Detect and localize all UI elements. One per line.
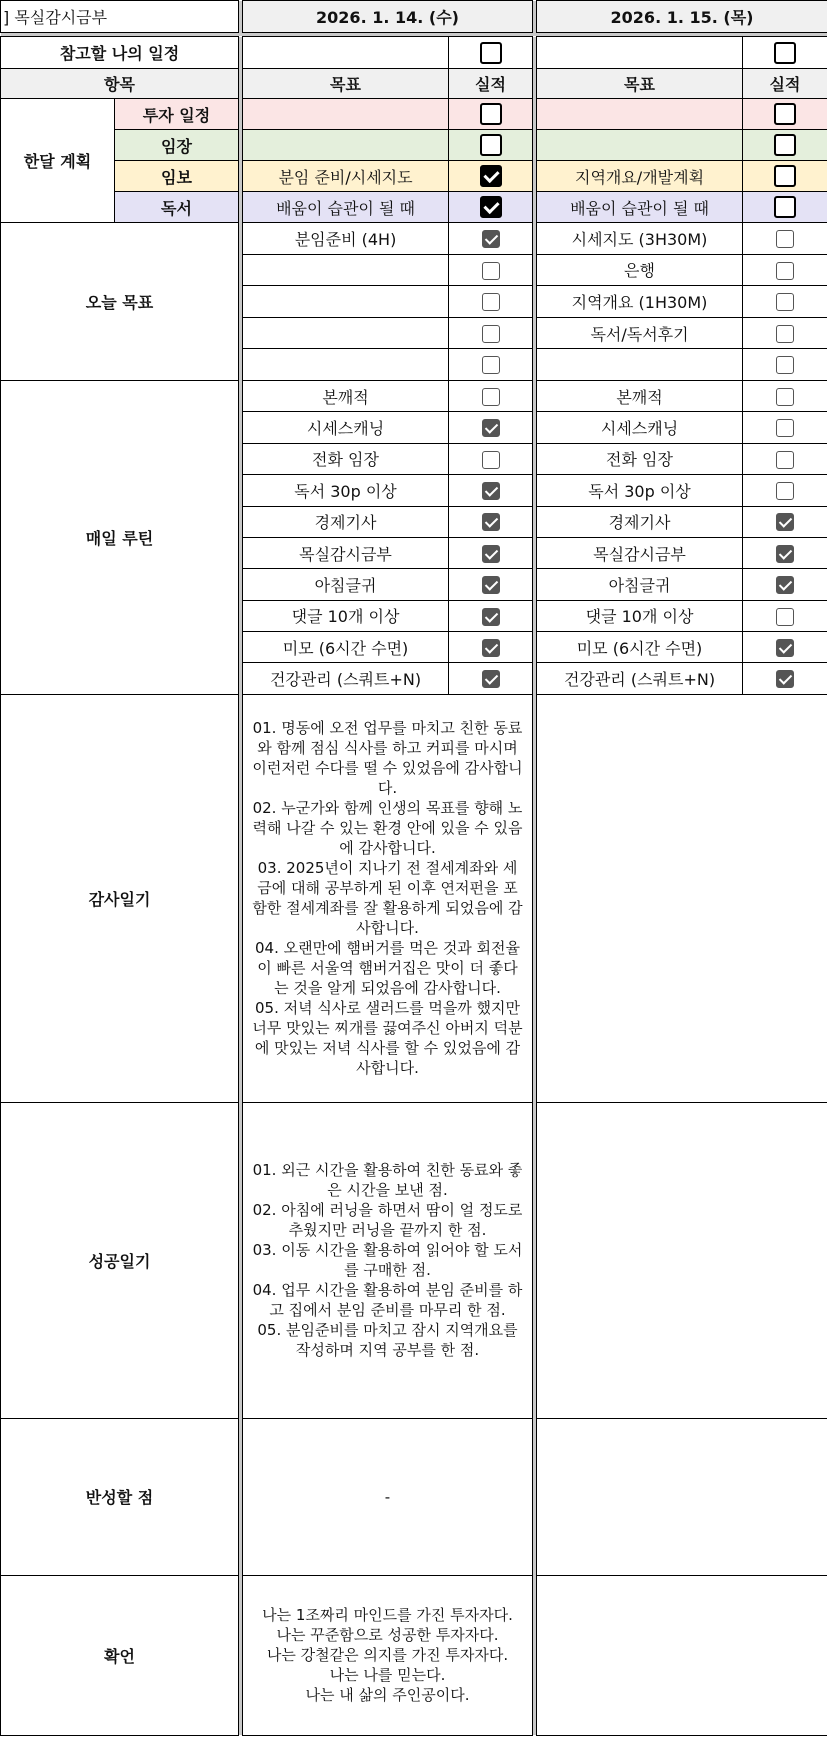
today-check-day2[interactable]: [743, 254, 827, 286]
monthly-goal-day1: 배움이 습관이 될 때: [243, 192, 449, 223]
checkbox[interactable]: [482, 356, 500, 374]
success-text: 01. 외근 시간을 활용하여 친한 동료와 좋은 시간을 보낸 점. 02. 아침에 러닝을 하면서 땀이 얼 정도로 추웠지만 러닝을 끝까지 한 점. 03. 이동 시간을 활용하여 읽어야 할 도서를 구매한 점. 04. 업무 시간을 활용하여 분임 준비를 하고 집에서 분임 준비를 마무리 한 점. 05. 분임준비를 마치고 잠시 지역개요를 작성하며 지역 공부를 한 점.: [243, 1102, 533, 1418]
checkbox[interactable]: [776, 293, 794, 311]
checkbox[interactable]: [776, 608, 794, 626]
today-goal-day2: 독서/독서후기: [537, 317, 743, 349]
monthly-check-day2[interactable]: [743, 192, 827, 223]
checkbox[interactable]: [480, 42, 502, 64]
affirm-label: 확언: [1, 1575, 239, 1735]
today-check-day1[interactable]: [449, 223, 533, 255]
routine-check-day1[interactable]: [449, 537, 533, 568]
checkbox[interactable]: [774, 42, 796, 64]
schedule-check-day1[interactable]: [449, 37, 533, 69]
routine-check-day1[interactable]: [449, 663, 533, 694]
routine-check-day2[interactable]: [743, 380, 827, 411]
gratitude-text-day2: [537, 694, 827, 1102]
checkbox[interactable]: [776, 419, 794, 437]
routine-check-day2[interactable]: [743, 663, 827, 694]
routine-check-day1[interactable]: [449, 380, 533, 411]
routine-goal-day1: 미모 (6시간 수면): [243, 632, 449, 663]
checkbox[interactable]: [776, 576, 794, 594]
checkbox[interactable]: [482, 325, 500, 343]
routine-check-day2[interactable]: [743, 475, 827, 506]
routine-goal-day2: 본깨적: [537, 380, 743, 411]
today-check-day2[interactable]: [743, 349, 827, 381]
checkbox[interactable]: [776, 639, 794, 657]
routine-check-day1[interactable]: [449, 569, 533, 600]
goal-header-1: 목표: [243, 69, 449, 99]
routine-goal-day1: 경제기사: [243, 506, 449, 537]
today-label: 오늘 목표: [1, 223, 239, 381]
checkbox[interactable]: [482, 639, 500, 657]
affirm-text: 나는 1조짜리 마인드를 가진 투자자다. 나는 꾸준함으로 성공한 투자자다. 나는 강철같은 의지를 가진 투자자다. 나는 나를 믿는다. 나는 내 삶의 주인공이다.: [243, 1575, 533, 1735]
today-goal-day1: [243, 254, 449, 286]
today-check-day1[interactable]: [449, 286, 533, 318]
checkbox[interactable]: [776, 356, 794, 374]
checkbox[interactable]: [776, 670, 794, 688]
routine-goal-day1: 독서 30p 이상: [243, 475, 449, 506]
routine-goal-day1: 건강관리 (스쿼트+N): [243, 663, 449, 694]
checkbox[interactable]: [776, 545, 794, 563]
routine-check-day2[interactable]: [743, 506, 827, 537]
today-goal-day1: [243, 317, 449, 349]
checkbox[interactable]: [774, 196, 796, 218]
routine-check-day2[interactable]: [743, 569, 827, 600]
routine-goal-day2: 미모 (6시간 수면): [537, 632, 743, 663]
monthly-check-day2[interactable]: [743, 99, 827, 130]
checkbox[interactable]: [776, 513, 794, 531]
routine-goal-day2: 건강관리 (스쿼트+N): [537, 663, 743, 694]
page-title: ] 목실감시금부: [1, 1, 239, 33]
routine-goal-day1: 전화 임장: [243, 443, 449, 474]
checkbox[interactable]: [482, 230, 500, 248]
routine-goal-day2: 아침글귀: [537, 569, 743, 600]
monthly-goal-day1: [243, 130, 449, 161]
date-header-1: 2026. 1. 14. (수): [243, 1, 533, 33]
routine-goal-day1: 시세스캐닝: [243, 412, 449, 443]
routine-goal-day1: 댓글 10개 이상: [243, 600, 449, 631]
checkbox[interactable]: [774, 134, 796, 156]
routine-check-day2[interactable]: [743, 600, 827, 631]
reflect-text-day2: [537, 1418, 827, 1575]
routine-check-day2[interactable]: [743, 443, 827, 474]
affirm-text-day2: [537, 1575, 827, 1735]
monthly-goal-day1: [243, 99, 449, 130]
checkbox[interactable]: [482, 608, 500, 626]
gratitude-label: 감사일기: [1, 694, 239, 1102]
checkbox[interactable]: [480, 165, 502, 187]
checkbox[interactable]: [774, 103, 796, 125]
monthly-category: 투자 일정: [115, 99, 239, 130]
monthly-goal-day2: [537, 130, 743, 161]
checkbox[interactable]: [482, 670, 500, 688]
routine-check-day1[interactable]: [449, 475, 533, 506]
routine-check-day1[interactable]: [449, 443, 533, 474]
gratitude-text: 01. 명동에 오전 업무를 마치고 친한 동료와 함께 점심 식사를 하고 커피를 마시며 이런저런 수다를 떨 수 있었음에 감사합니다. 02. 누군가와 함께 인생의 목표를 향해 노력해 나갈 수 있는 환경 안에 있을 수 있음에 감사합니다. 03. 2025년이 지나기 전 절세계좌와 세금에 대해 공부하게 된 이후 연저펀을 포함한 절세계좌를 잘 활용하게 되었음에 감사합니다. 04. 오랜만에 햄버거를 먹은 것과 회전율이 빠른 서울역 햄버거집은 맛이 더 좋다는 것을 알게 되었음에 감사합니다. 05. 저녁 식사로 샐러드를 먹을까 했지만 너무 맛있는 찌개를 끓여주신 아버지 덕분에 맛있는 저녁 식사를 할 수 있었음에 감사합니다.: [243, 694, 533, 1102]
routine-check-day2[interactable]: [743, 412, 827, 443]
routine-goal-day1: 아침글귀: [243, 569, 449, 600]
today-check-day2[interactable]: [743, 317, 827, 349]
checkbox[interactable]: [482, 576, 500, 594]
goal-header-2: 목표: [537, 69, 743, 99]
today-goal-day2: [537, 349, 743, 381]
checkbox[interactable]: [482, 513, 500, 531]
schedule-label: 참고할 나의 일정: [1, 37, 239, 69]
checkbox[interactable]: [776, 482, 794, 500]
monthly-check-day1[interactable]: [449, 192, 533, 223]
today-goal-day1: 분임준비 (4H): [243, 223, 449, 255]
today-check-day1[interactable]: [449, 317, 533, 349]
routine-goal-day2: 경제기사: [537, 506, 743, 537]
monthly-category: 임장: [115, 130, 239, 161]
checkbox[interactable]: [482, 451, 500, 469]
result-header-2: 실적: [743, 69, 827, 99]
schedule-day2: [537, 37, 743, 69]
checkbox[interactable]: [482, 388, 500, 406]
routine-goal-day2: 독서 30p 이상: [537, 475, 743, 506]
today-goal-day2: 지역개요 (1H30M): [537, 286, 743, 318]
checkbox[interactable]: [776, 325, 794, 343]
success-text-day2: [537, 1102, 827, 1418]
today-check-day1[interactable]: [449, 349, 533, 381]
routine-goal-day2: 목실감시금부: [537, 537, 743, 568]
checkbox[interactable]: [480, 103, 502, 125]
monthly-goal-day2: 배움이 습관이 될 때: [537, 192, 743, 223]
today-goal-day2: 시세지도 (3H30M): [537, 223, 743, 255]
monthly-category: 독서: [115, 192, 239, 223]
routine-goal-day1: 본깨적: [243, 380, 449, 411]
schedule-day1: [243, 37, 449, 69]
reflect-label: 반성할 점: [1, 1418, 239, 1575]
checkbox[interactable]: [776, 451, 794, 469]
today-goal-day2: 은행: [537, 254, 743, 286]
today-goal-day1: [243, 349, 449, 381]
routine-check-day1[interactable]: [449, 632, 533, 663]
routine-label: 매일 루틴: [1, 380, 239, 694]
checkbox[interactable]: [482, 545, 500, 563]
today-check-day2[interactable]: [743, 223, 827, 255]
routine-goal-day2: 전화 임장: [537, 443, 743, 474]
routine-goal-day2: 댓글 10개 이상: [537, 600, 743, 631]
routine-goal-day1: 목실감시금부: [243, 537, 449, 568]
checkbox[interactable]: [482, 419, 500, 437]
schedule-check-day2[interactable]: [743, 37, 827, 69]
checkbox[interactable]: [776, 262, 794, 280]
today-check-day1[interactable]: [449, 254, 533, 286]
reflect-text: -: [243, 1418, 533, 1575]
monthly-goal-day2: [537, 99, 743, 130]
checkbox[interactable]: [774, 165, 796, 187]
success-label: 성공일기: [1, 1102, 239, 1418]
checkbox[interactable]: [480, 134, 502, 156]
result-header-1: 실적: [449, 69, 533, 99]
routine-goal-day2: 시세스캐닝: [537, 412, 743, 443]
routine-check-day2[interactable]: [743, 537, 827, 568]
checkbox[interactable]: [482, 293, 500, 311]
monthly-goal-day2: 지역개요/개발계획: [537, 161, 743, 192]
routine-check-day1[interactable]: [449, 600, 533, 631]
routine-check-day1[interactable]: [449, 506, 533, 537]
monthly-check-day2[interactable]: [743, 161, 827, 192]
routine-check-day2[interactable]: [743, 632, 827, 663]
checkbox[interactable]: [776, 230, 794, 248]
monthly-goal-day1: 분임 준비/시세지도: [243, 161, 449, 192]
today-goal-day1: [243, 286, 449, 318]
checkbox[interactable]: [480, 196, 502, 218]
checkbox[interactable]: [776, 388, 794, 406]
monthly-label: 한달 계획: [1, 99, 115, 223]
date-header-2: 2026. 1. 15. (목): [537, 1, 827, 33]
monthly-check-day2[interactable]: [743, 130, 827, 161]
routine-check-day1[interactable]: [449, 412, 533, 443]
checkbox[interactable]: [482, 262, 500, 280]
monthly-check-day1[interactable]: [449, 161, 533, 192]
monthly-check-day1[interactable]: [449, 130, 533, 161]
item-header: 항목: [1, 69, 239, 99]
today-check-day2[interactable]: [743, 286, 827, 318]
checkbox[interactable]: [482, 482, 500, 500]
monthly-check-day1[interactable]: [449, 99, 533, 130]
monthly-category: 임보: [115, 161, 239, 192]
